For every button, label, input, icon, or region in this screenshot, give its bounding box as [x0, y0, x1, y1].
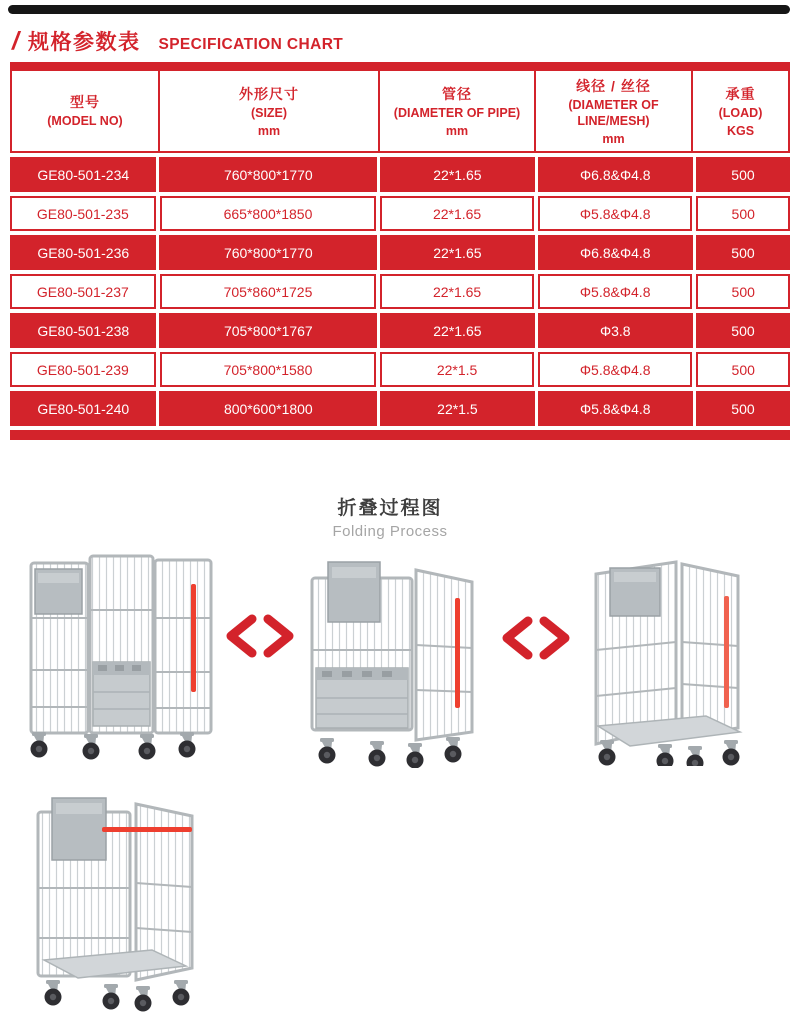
- trolley-door-open-image: [308, 550, 480, 768]
- cell-size: 705*860*1725: [160, 274, 377, 309]
- cell-size: 760*800*1770: [159, 235, 377, 270]
- cell-model: GE80-501-234: [10, 157, 156, 192]
- spec-row: [10, 196, 790, 231]
- cell-pipe: 22*1.65: [380, 313, 534, 348]
- trolley-assembled-image: [32, 788, 208, 1012]
- cell-pipe: 22*1.65: [380, 274, 534, 309]
- trolley-partially-assembled-image: [588, 550, 756, 766]
- trolley-fully-unfolded-image: [26, 550, 216, 762]
- folding-title-zh: 折叠过程图: [337, 498, 443, 519]
- column-header-mesh: 线径 / 丝径 (DIAMETER OF LINE/MESH) mm: [536, 71, 693, 151]
- fold-arrow-icon: [498, 616, 574, 660]
- cell-model: GE80-501-235: [10, 196, 156, 231]
- folding-title-en: Folding Process: [332, 523, 448, 540]
- cell-mesh: Φ6.8&Φ4.8: [538, 157, 693, 192]
- cell-mesh: Φ3.8: [538, 313, 693, 348]
- cell-pipe: 22*1.65: [380, 196, 534, 231]
- cell-mesh: Φ5.8&Φ4.8: [538, 352, 693, 387]
- spec-table-body: [10, 157, 790, 426]
- red-lock-bar-horizontal: [102, 827, 192, 832]
- cell-size: 760*800*1770: [159, 157, 377, 192]
- spec-row: [10, 274, 790, 309]
- cell-load: 500: [696, 235, 790, 270]
- cell-size: 665*800*1850: [160, 196, 377, 231]
- cell-model: GE80-501-239: [10, 352, 156, 387]
- cell-mesh: Φ5.8&Φ4.8: [538, 196, 693, 231]
- cell-mesh: Φ5.8&Φ4.8: [538, 391, 693, 426]
- spec-row: [10, 391, 790, 426]
- cell-model: GE80-501-240: [10, 391, 156, 426]
- red-lock-bar: [191, 584, 196, 692]
- fold-arrow-icon: [222, 614, 298, 658]
- specification-table: [10, 62, 790, 440]
- cell-pipe: 22*1.65: [380, 235, 534, 270]
- cell-mesh: Φ5.8&Φ4.8: [538, 274, 693, 309]
- cell-size: 705*800*1767: [159, 313, 377, 348]
- cell-size: 800*600*1800: [159, 391, 377, 426]
- top-divider-bar: [8, 5, 790, 14]
- spec-row: [10, 313, 790, 348]
- cell-load: 500: [696, 391, 790, 426]
- slash-icon: /: [12, 27, 19, 55]
- spec-table-header: [10, 71, 790, 153]
- column-header-load: 承重 (LOAD) KGS: [718, 86, 763, 138]
- cell-load: 500: [696, 196, 790, 231]
- table-bottom-bar: [10, 430, 790, 440]
- page-title-en: SPECIFICATION CHART: [158, 36, 344, 53]
- column-header-model: 型号 (MODEL NO): [12, 71, 160, 151]
- cell-load: 500: [696, 274, 790, 309]
- cell-model: GE80-501-237: [10, 274, 156, 309]
- red-lock-bar: [455, 598, 460, 708]
- table-top-bar: [10, 62, 790, 71]
- column-header-size: 外形尺寸 (SIZE) mm: [160, 71, 380, 151]
- cell-mesh: Φ6.8&Φ4.8: [538, 235, 693, 270]
- red-lock-bar: [724, 596, 729, 708]
- cell-model: GE80-501-236: [10, 235, 156, 270]
- spec-row: [10, 235, 790, 270]
- spec-row: [10, 352, 790, 387]
- cell-pipe: 22*1.5: [380, 352, 534, 387]
- page-title: [12, 26, 343, 56]
- cell-pipe: 22*1.5: [380, 391, 534, 426]
- cell-load: 500: [696, 313, 790, 348]
- cell-load: 500: [696, 157, 790, 192]
- column-header-pipe: 管径 (DIAMETER OF PIPE) mm: [380, 71, 536, 151]
- cell-load: 500: [696, 352, 790, 387]
- page-title-zh: 规格参数表: [27, 31, 141, 54]
- cell-size: 705*800*1580: [160, 352, 377, 387]
- cell-pipe: 22*1.65: [380, 157, 534, 192]
- cell-model: GE80-501-238: [10, 313, 156, 348]
- spec-row: [10, 157, 790, 192]
